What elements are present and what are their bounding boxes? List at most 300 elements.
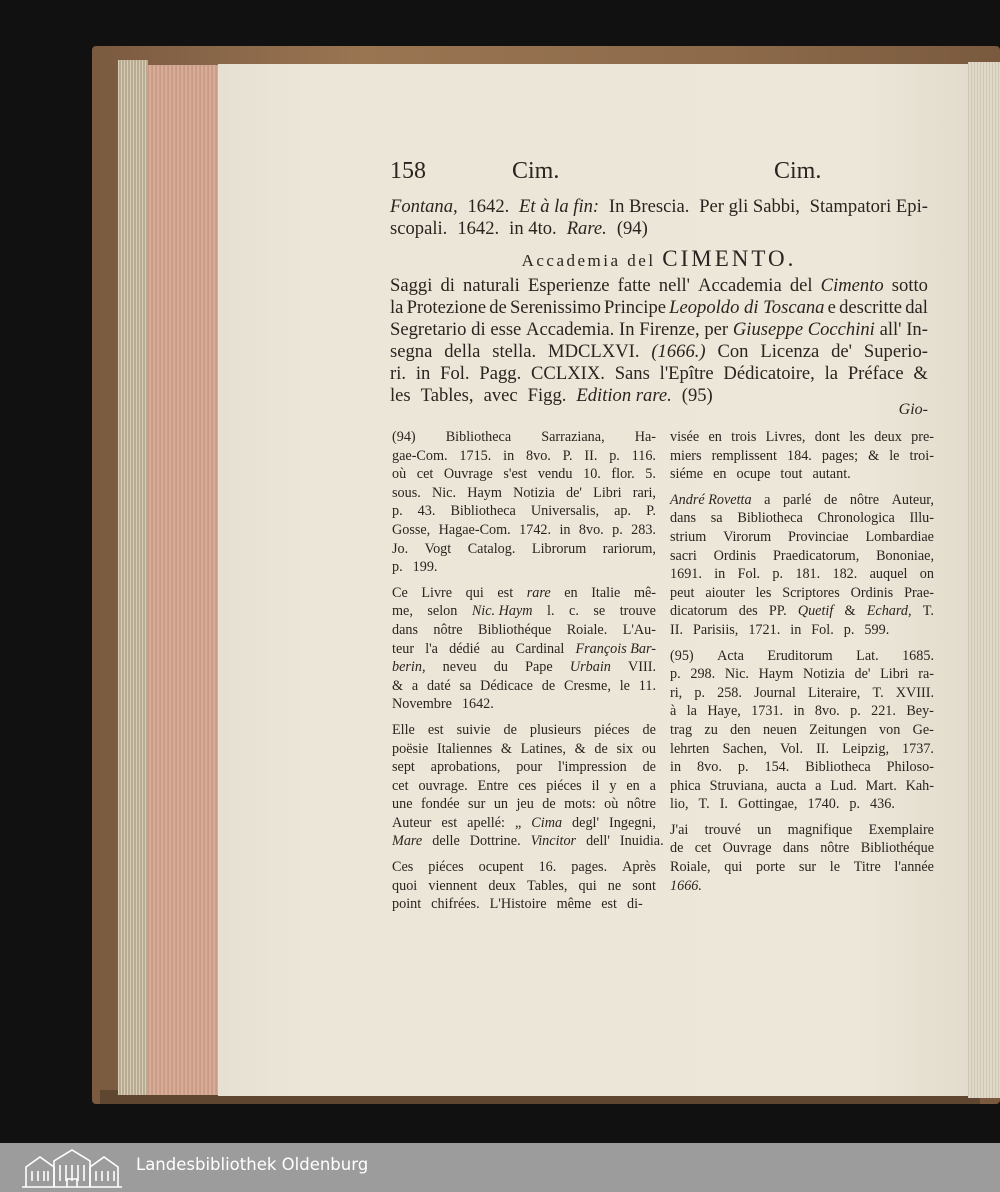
word: qui: [465, 584, 484, 601]
word: Ouvrage: [722, 840, 772, 857]
text-line: [670, 702, 934, 721]
word: les: [390, 385, 411, 406]
word: Mare: [392, 833, 423, 850]
word: ri.: [390, 363, 407, 384]
word: piéces: [594, 721, 630, 738]
word: Elle: [392, 721, 415, 738]
word: &: [868, 447, 880, 464]
word: strium: [670, 528, 707, 545]
word: trouvé: [704, 821, 741, 838]
word: Bibliotheca: [737, 510, 803, 527]
word: Quetif: [797, 603, 834, 620]
word: Giuseppe Cocchini: [732, 319, 875, 340]
text-line: [392, 502, 656, 521]
word: Tables,: [527, 877, 568, 894]
word: scopali.: [390, 218, 448, 239]
word: mê-: [633, 584, 656, 601]
word: y: [609, 777, 617, 794]
text-line: [670, 858, 934, 877]
word: p.: [392, 559, 403, 576]
word: la: [824, 363, 839, 384]
word: de: [503, 721, 517, 738]
word: Eruditorum: [767, 647, 833, 664]
word: a: [649, 777, 656, 794]
text-line: [670, 777, 934, 796]
word: in: [503, 447, 515, 464]
word: le: [889, 447, 900, 464]
word: peut: [670, 584, 695, 601]
word: Nic.: [724, 666, 749, 683]
word: dont: [814, 429, 840, 445]
word: Literaire,: [807, 684, 861, 701]
word: 182.: [832, 566, 858, 583]
word: Ces: [392, 859, 414, 876]
text-line: [670, 447, 934, 466]
word: où: [392, 466, 407, 483]
word: Libri: [593, 484, 622, 501]
word: dans: [782, 840, 809, 857]
word: avec: [483, 385, 518, 406]
word: in: [559, 521, 571, 538]
word: 1642.: [457, 218, 500, 239]
word: (95): [670, 647, 694, 664]
word: qui: [578, 877, 597, 894]
text-line: [670, 795, 934, 814]
word: Livre: [421, 584, 453, 601]
word: le: [829, 859, 841, 876]
word: II.: [816, 740, 830, 757]
word: s'est: [503, 466, 528, 483]
word: Superio-: [863, 341, 928, 362]
word: lehrten: [670, 740, 710, 757]
word: Esperienze: [527, 275, 610, 296]
text-line: [670, 684, 934, 703]
word: 283.: [631, 521, 656, 538]
text-line: [392, 428, 656, 447]
word: Cimento: [820, 275, 884, 296]
word: 181.: [795, 566, 821, 583]
word: sur: [798, 859, 817, 876]
word: p.: [670, 666, 681, 683]
word: Libri: [880, 666, 909, 683]
word: Haym: [467, 484, 502, 501]
word: auquel: [869, 566, 908, 583]
word: 199.: [412, 559, 438, 576]
word: Praedicatorum,: [772, 547, 860, 564]
word: Ha-: [634, 429, 656, 445]
word: in: [793, 703, 805, 720]
word: ap.: [614, 503, 632, 520]
word: Sachen,: [722, 740, 767, 757]
word: PP.: [768, 603, 787, 620]
text-line: [670, 509, 934, 528]
text-line: [670, 528, 934, 547]
word: 5.: [645, 466, 656, 483]
word: I.: [719, 796, 728, 813]
word: Ordinis: [850, 584, 894, 601]
word: Accademia.: [526, 319, 615, 340]
word: piéces: [546, 777, 582, 794]
word: Tables,: [420, 385, 474, 406]
word: un: [757, 821, 772, 838]
word: neuen: [762, 721, 797, 738]
word: en: [713, 466, 727, 483]
word: l'impression: [558, 759, 627, 776]
text-line: [670, 740, 934, 759]
word: Serenissimo: [509, 297, 601, 318]
word: plusieurs: [529, 721, 582, 738]
text-line: [670, 602, 934, 621]
word: Italiennes: [436, 740, 493, 757]
word: von: [879, 721, 901, 738]
word: l'année: [894, 859, 934, 876]
word: Stampatori Epi-: [809, 196, 928, 217]
word: ocupe: [736, 466, 771, 483]
word: sa: [710, 510, 723, 527]
word: a: [815, 777, 822, 794]
word: sotto: [891, 275, 928, 296]
word: trag: [670, 721, 693, 738]
word: dans: [392, 621, 419, 638]
word: nôtre: [626, 796, 656, 813]
word: 1715.: [459, 447, 492, 464]
word: du: [493, 659, 508, 676]
word: l'Epître: [659, 363, 714, 384]
word: ou: [641, 740, 656, 757]
word: 599.: [864, 621, 890, 638]
word: 1731.: [751, 703, 784, 720]
word: magnifique: [787, 821, 853, 838]
word: Figg.: [527, 385, 567, 406]
word: p.: [850, 703, 861, 720]
word: Entre: [477, 777, 509, 794]
word: deux: [874, 429, 902, 445]
word: CCLXIX.: [531, 363, 605, 384]
intro-text: [390, 196, 928, 240]
word: quoi: [392, 877, 418, 894]
word: 154.: [764, 759, 790, 776]
leaf-stack: [118, 60, 148, 1095]
paragraph-gap: [670, 814, 934, 821]
text-line: [390, 275, 928, 297]
word: Dédicatoire,: [723, 363, 815, 384]
word: point: [392, 896, 422, 913]
word: 43.: [417, 503, 436, 520]
word: en: [564, 584, 578, 601]
word: pour: [516, 759, 543, 776]
word: 1666.: [670, 877, 702, 894]
word: apellé:: [467, 814, 505, 831]
word: esse: [490, 319, 522, 340]
word: in: [714, 566, 726, 583]
word: Acta: [717, 647, 744, 664]
word: Bibliothéque: [477, 621, 552, 638]
word: 8vo.: [814, 703, 840, 720]
left-column-notes: [392, 428, 664, 914]
word: Titre: [853, 859, 881, 876]
word: 16.: [538, 859, 557, 876]
text-line: [392, 584, 656, 603]
word: Fol.: [440, 363, 470, 384]
word: Saggi: [390, 275, 433, 296]
word: Ge-: [912, 721, 934, 738]
word: daté: [427, 677, 451, 694]
word: P.: [646, 503, 656, 520]
word: vendu: [537, 466, 573, 483]
word: un: [493, 796, 508, 813]
word: sa: [459, 677, 472, 694]
word: en: [708, 429, 722, 445]
text-line: [392, 540, 656, 559]
text-line: [670, 565, 934, 584]
text-line: [392, 602, 656, 621]
catchword-row: [390, 399, 928, 421]
word: T.: [698, 796, 710, 813]
word: Firenze,: [639, 319, 700, 340]
word: dicatorum: [670, 603, 728, 620]
text-line: [392, 621, 656, 640]
word: Parisiis,: [693, 621, 739, 638]
word: Fol.: [737, 566, 761, 583]
word: Rare.: [566, 218, 607, 239]
word: Auteur: [392, 814, 432, 831]
word: Notizia: [803, 666, 845, 683]
library-building-logo-icon: [20, 1147, 124, 1189]
text-line: [670, 491, 934, 510]
word: en: [626, 777, 640, 794]
word: Préface: [847, 363, 904, 384]
word: T.: [922, 603, 934, 620]
word: sous.: [392, 484, 421, 501]
word: une: [392, 796, 413, 813]
word: naturali: [463, 275, 520, 296]
word: p.: [849, 796, 861, 813]
word: Bey-: [906, 703, 934, 720]
word: nell': [658, 275, 690, 296]
word: 1691.: [670, 566, 702, 583]
word: Edition rare.: [576, 385, 672, 406]
word: II.: [584, 447, 598, 464]
word: Lombardiae: [865, 528, 934, 545]
word: in: [670, 759, 682, 776]
word: Cardinal: [515, 640, 565, 657]
word: rare: [526, 584, 551, 601]
text-line: [392, 777, 656, 796]
word: l'a: [425, 640, 438, 657]
word: VIII.: [628, 659, 656, 676]
word: la: [390, 297, 404, 318]
word: Ouvrage: [443, 466, 493, 483]
word: Pape: [525, 659, 553, 676]
word: Vol.: [780, 740, 804, 757]
word: se: [593, 603, 606, 620]
word: Echard,: [866, 603, 912, 620]
word: où: [604, 796, 619, 813]
word: Gosse,: [392, 521, 431, 538]
word: sont: [632, 877, 656, 894]
word: Bibliotheca: [805, 759, 871, 776]
word: stella.: [492, 341, 537, 362]
word: aucta: [776, 777, 807, 794]
running-head-left: Cim.: [512, 158, 560, 184]
word: sacri: [670, 547, 697, 564]
word: 258.: [717, 684, 742, 701]
text-line: [392, 877, 656, 896]
word: Sans: [614, 363, 650, 384]
word: Roiale,: [670, 859, 711, 876]
word: Ingegni,: [609, 814, 656, 831]
word: on: [919, 566, 934, 583]
word: Nic. Haym: [471, 603, 533, 620]
word: MDCLXVI.: [548, 341, 640, 362]
word: la: [686, 703, 697, 720]
word: sept: [392, 759, 415, 776]
text-line: [670, 584, 934, 603]
text-line: [670, 547, 934, 566]
word: Protezione: [406, 297, 487, 318]
word: J'ai: [670, 821, 689, 838]
word: Virorum: [723, 528, 772, 545]
text-line: [670, 621, 934, 640]
word: 10.: [583, 466, 601, 483]
word: Bibliothéque: [860, 840, 934, 857]
word: Universalis,: [530, 503, 600, 520]
word: même: [556, 896, 592, 913]
word: qui: [724, 859, 743, 876]
word: est: [497, 584, 514, 601]
word: Jo.: [392, 540, 409, 557]
word: François Bar-: [575, 640, 656, 657]
word: Exemplaire: [868, 821, 934, 838]
word: ra-: [918, 666, 934, 683]
right-page-edges: [968, 62, 1000, 1098]
word: ne: [607, 877, 622, 894]
word: pre-: [911, 429, 934, 445]
word: Scriptores: [782, 584, 840, 601]
word: Licenza: [760, 341, 820, 362]
word: degl': [572, 814, 600, 831]
word: est: [441, 814, 458, 831]
word: 298.: [690, 666, 716, 683]
word: de': [831, 341, 853, 362]
word: di: [471, 319, 486, 340]
word: 8vo.: [578, 521, 604, 538]
word: per: [704, 319, 729, 340]
paragraph-gap: [670, 484, 934, 491]
entry-text: [390, 275, 928, 407]
word: Catalog.: [467, 540, 516, 557]
word: miers: [670, 447, 702, 464]
word: Ce: [392, 584, 408, 601]
word: 221.: [871, 703, 896, 720]
word: Philoso-: [886, 759, 934, 776]
word: Cresme,: [563, 677, 611, 694]
word: de: [542, 796, 556, 813]
word: rari,: [632, 484, 656, 501]
word: Mart.: [865, 777, 897, 794]
word: Après: [622, 859, 656, 876]
word: Kah-: [905, 777, 934, 794]
word: e: [827, 297, 836, 318]
word: chifrées.: [431, 896, 480, 913]
word: p.: [612, 521, 623, 538]
word: siéme: [670, 466, 704, 483]
word: 1737.: [902, 740, 934, 757]
text-line: [670, 721, 934, 740]
word: aprobations,: [430, 759, 501, 776]
word: dans: [670, 510, 697, 527]
word: 1642.: [461, 696, 494, 713]
word: In-: [906, 319, 928, 340]
word: Urbain: [569, 659, 611, 676]
word: Zeitungen: [809, 721, 867, 738]
word: ouvrage.: [418, 777, 468, 794]
word: (94): [392, 429, 416, 445]
word: est: [427, 721, 444, 738]
word: selon: [427, 603, 458, 620]
word: zu: [704, 721, 718, 738]
word: fatte: [617, 275, 651, 296]
word: Vogt: [424, 540, 452, 557]
word: viennent: [428, 877, 478, 894]
word: jeu: [516, 796, 534, 813]
text-line: [392, 695, 656, 714]
word: Lat.: [856, 647, 879, 664]
word: trois: [731, 429, 757, 445]
word: Bononiae,: [876, 547, 934, 564]
word: p.: [694, 684, 705, 701]
text-line: [390, 319, 928, 341]
word: nôtre: [820, 840, 850, 857]
text-line: [392, 640, 656, 659]
right-column-notes: [670, 428, 934, 895]
section-name: CIMENTO.: [662, 246, 797, 271]
word: autant.: [812, 466, 851, 483]
word: Sarraziana,: [541, 429, 605, 445]
word: In Brescia.: [608, 196, 690, 217]
word: Auteur,: [891, 491, 934, 508]
text-line: [390, 218, 928, 240]
word: six: [616, 740, 634, 757]
word: 436.: [870, 796, 895, 813]
word: delle: [432, 833, 460, 850]
word: segna: [390, 341, 433, 362]
word: nôtre: [849, 491, 880, 508]
word: (1666.): [651, 341, 706, 362]
word: 1685.: [902, 647, 934, 664]
section-heading: [390, 248, 928, 272]
word: mots:: [564, 796, 596, 813]
word: Struviana,: [709, 777, 768, 794]
word: a: [411, 677, 419, 694]
paragraph-gap: [670, 640, 934, 647]
word: Livres,: [765, 429, 806, 445]
word: aiouter: [705, 584, 745, 601]
word: les: [755, 584, 772, 601]
text-line: [392, 484, 656, 503]
word: Prae-: [904, 584, 934, 601]
text-line: [392, 814, 656, 833]
text-line: [670, 428, 934, 447]
text-line: [392, 677, 656, 696]
word: de': [854, 666, 871, 683]
word: T.: [872, 684, 884, 701]
word: Bibliotheca: [450, 503, 516, 520]
word: Vincitor: [530, 833, 577, 850]
word: 1721.: [748, 621, 781, 638]
word: berin,: [392, 659, 426, 676]
word: le: [619, 677, 630, 694]
